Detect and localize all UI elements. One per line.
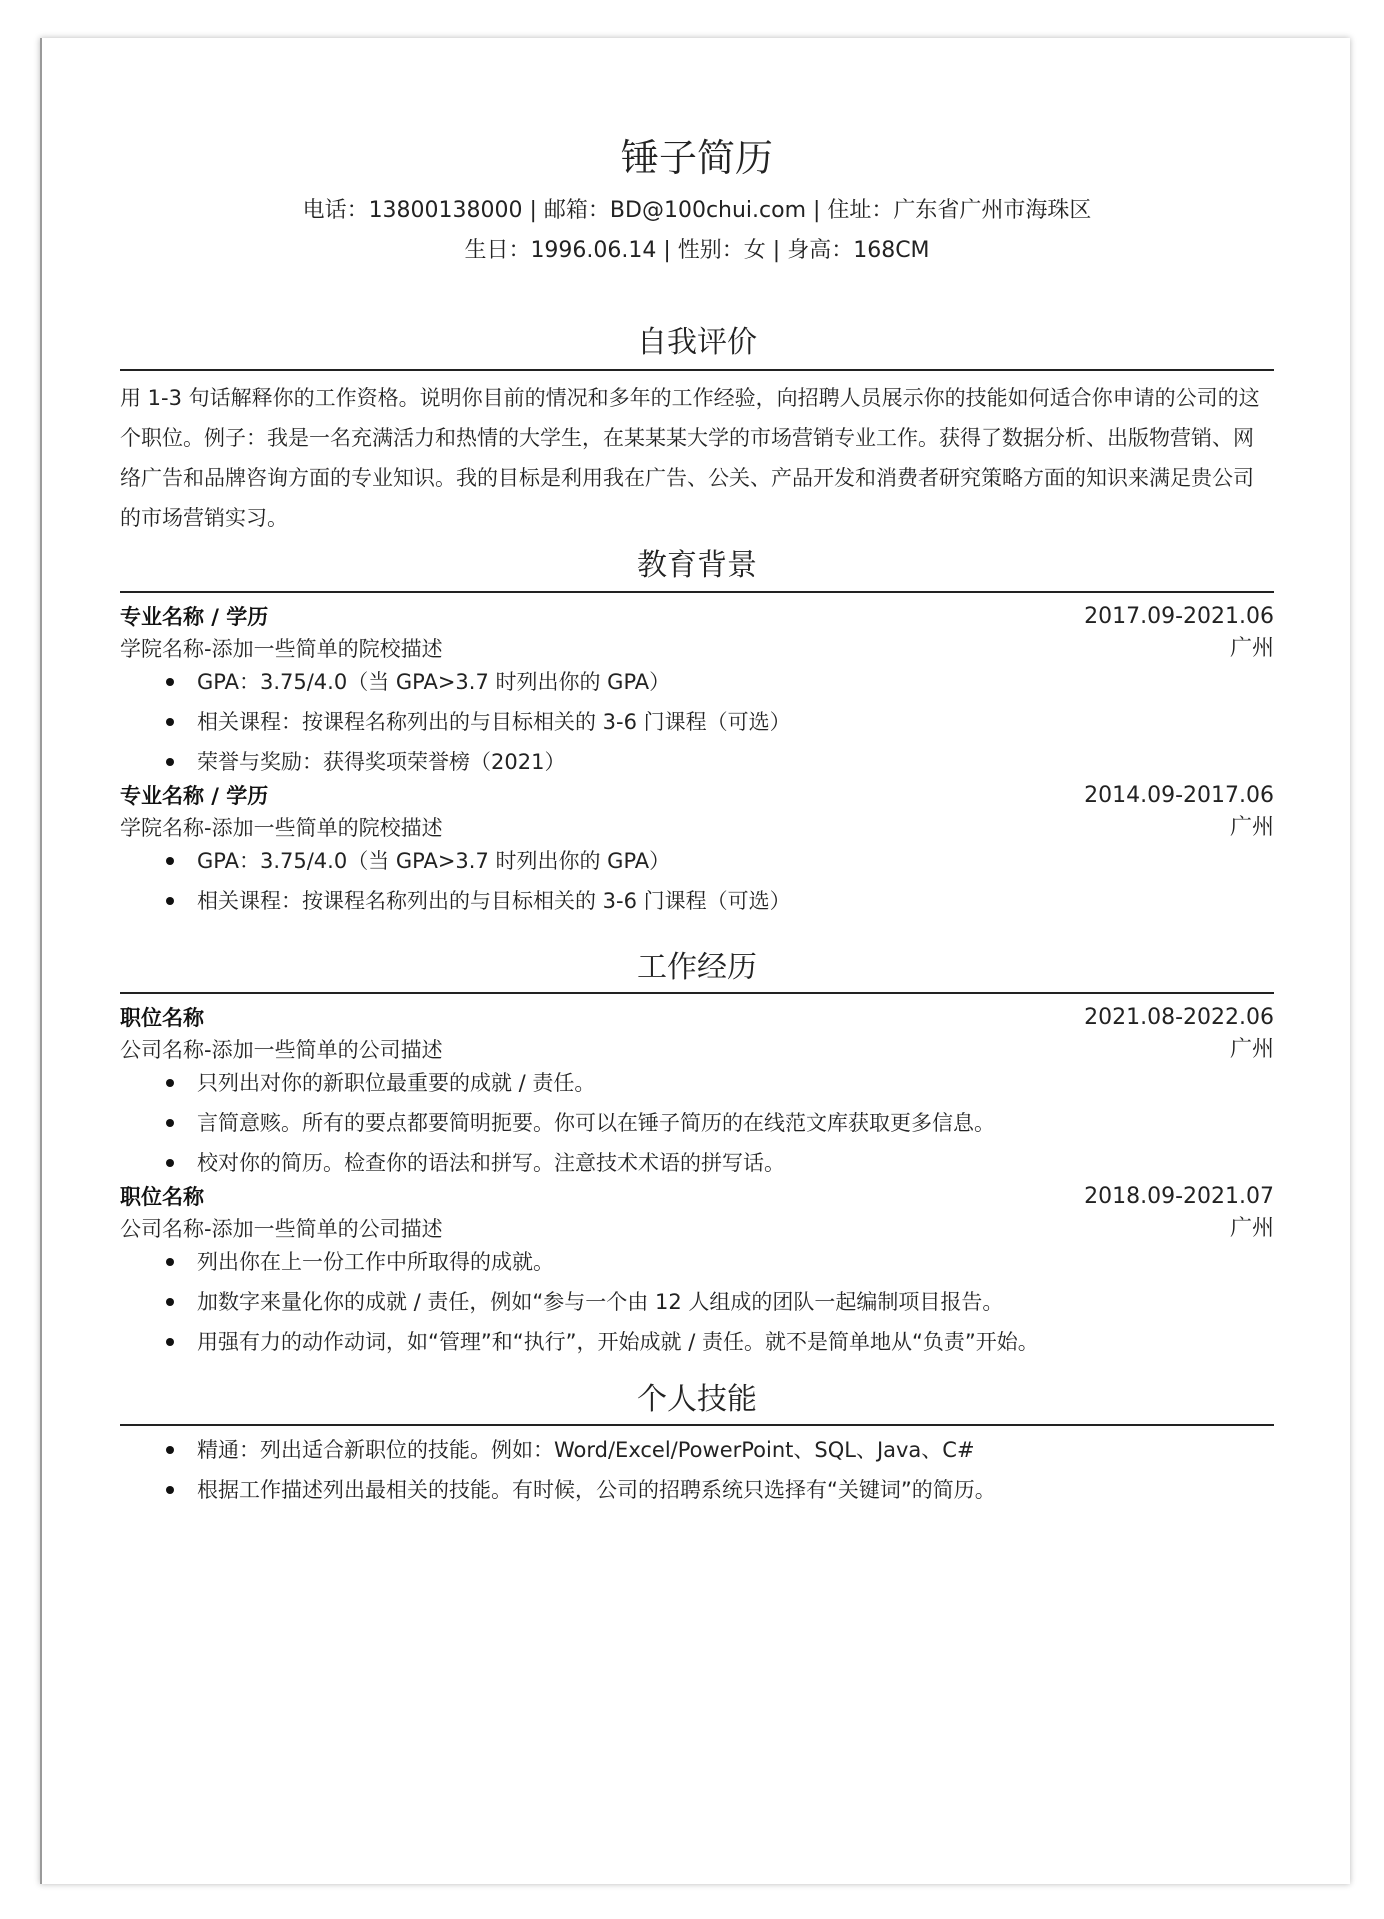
education-header-row — [120, 601, 1274, 633]
bullet-dot — [166, 857, 174, 865]
section-title-skills: 个人技能 — [637, 1382, 757, 1417]
education-bullets — [120, 662, 1274, 782]
bullet-text: 校对你的简历。检查你的语法和拼写。注意技术术语的拼写话。 — [197, 1151, 785, 1175]
list-item — [120, 1470, 1274, 1510]
section-title-work: 工作经历 — [637, 950, 757, 985]
section-divider — [120, 1424, 1274, 1426]
school-row — [120, 633, 1274, 665]
work-bullets — [120, 1063, 1274, 1183]
education-bullets — [120, 841, 1274, 921]
list-item — [120, 1063, 1274, 1103]
bullet-text: 根据工作描述列出最相关的技能。有时候，公司的招聘系统只选择有“关键词”的简历。 — [197, 1478, 996, 1502]
bullet-dot — [166, 1159, 174, 1167]
self-eval-text: 用 1-3 句话解释你的工作资格。说明你目前的情况和多年的工作经验，向招聘人员展示你的技能如何适合你申请的公司的这个职位。例子：我是一名充满活力和热情的大学生，在某某某大学的市场营销专业工作。获得了数据分析、出版物营销、网络广告和品牌咨询方面的专业知识。我的目标是利用我在广告、公关、产品开发和消费者研究策略方面的知识来满足贵公司的市场营销实习。 — [120, 386, 1260, 530]
work-header-row — [120, 1181, 1274, 1213]
list-item — [120, 881, 1274, 921]
list-item — [120, 1143, 1274, 1183]
work-date: 2018.09-2021.07 — [1084, 1184, 1274, 1209]
list-item — [120, 1242, 1274, 1282]
degree-name: 专业名称 / 学历 — [120, 784, 269, 808]
school-row — [120, 812, 1274, 844]
company-city: 广州 — [1229, 1037, 1274, 1062]
school-city: 广州 — [1229, 636, 1274, 661]
bullet-text: 精通：列出适合新职位的技能。例如：Word/Excel/PowerPoint、SQL、Java、C# — [197, 1438, 975, 1462]
education-header-row — [120, 780, 1274, 812]
resume-page — [40, 38, 1350, 1884]
degree-name: 专业名称 / 学历 — [120, 605, 269, 629]
work-header-row — [120, 1002, 1274, 1034]
contact-line-1: 电话：13800138000 | 邮箱：BD@100chui.com | 住址：广东省广州市海珠区 — [302, 198, 1092, 223]
bullet-text: GPA：3.75/4.0（当 GPA>3.7 时列出你的 GPA） — [197, 849, 671, 873]
resume-name: 锤子简历 — [620, 136, 773, 180]
list-item — [120, 1103, 1274, 1143]
bullet-text: 相关课程：按课程名称列出的与目标相关的 3-6 门课程（可选） — [197, 889, 791, 913]
bullet-dot — [166, 1258, 174, 1266]
bullet-text: 加数字来量化你的成就 / 责任，例如“参与一个由 12 人组成的团队一起编制项目报告。 — [197, 1290, 1004, 1314]
bullet-text: 只列出对你的新职位最重要的成就 / 责任。 — [197, 1071, 596, 1095]
list-item — [120, 1282, 1274, 1322]
position-name: 职位名称 — [120, 1006, 204, 1030]
bullet-dot — [166, 678, 174, 686]
bullet-dot — [166, 1079, 174, 1087]
section-divider — [120, 369, 1274, 371]
bullet-text: 列出你在上一份工作中所取得的成就。 — [197, 1250, 554, 1274]
bullet-text: GPA：3.75/4.0（当 GPA>3.7 时列出你的 GPA） — [197, 670, 671, 694]
bullet-dot — [166, 758, 174, 766]
section-title-education: 教育背景 — [637, 548, 757, 583]
education-date: 2014.09-2017.06 — [1084, 783, 1274, 808]
contact-line-2: 生日：1996.06.14 | 性别：女 | 身高：168CM — [464, 238, 930, 263]
school-city: 广州 — [1229, 815, 1274, 840]
bullet-dot — [166, 1338, 174, 1346]
bullet-dot — [166, 897, 174, 905]
bullet-dot — [166, 1446, 174, 1454]
bullet-dot — [166, 1119, 174, 1127]
company-row — [120, 1213, 1274, 1245]
work-bullets — [120, 1242, 1274, 1362]
company-name: 公司名称-添加一些简单的公司描述 — [120, 1217, 443, 1241]
school-name: 学院名称-添加一些简单的院校描述 — [120, 637, 443, 661]
school-name: 学院名称-添加一些简单的院校描述 — [120, 816, 443, 840]
list-item — [120, 1322, 1274, 1362]
section-title-self-eval: 自我评价 — [637, 325, 757, 360]
bullet-text: 相关课程：按课程名称列出的与目标相关的 3-6 门课程（可选） — [197, 710, 791, 734]
list-item — [120, 1430, 1274, 1470]
education-date: 2017.09-2021.06 — [1084, 604, 1274, 629]
position-name: 职位名称 — [120, 1185, 204, 1209]
skills-bullets — [120, 1430, 1274, 1510]
company-name: 公司名称-添加一些简单的公司描述 — [120, 1038, 443, 1062]
list-item — [120, 841, 1274, 881]
list-item — [120, 742, 1274, 782]
section-divider — [120, 992, 1274, 994]
bullet-dot — [166, 718, 174, 726]
list-item — [120, 702, 1274, 742]
work-date: 2021.08-2022.06 — [1084, 1005, 1274, 1030]
company-row — [120, 1034, 1274, 1066]
list-item — [120, 662, 1274, 702]
bullet-text: 荣誉与奖励：获得奖项荣誉榜（2021） — [197, 750, 566, 774]
bullet-text: 言简意赅。所有的要点都要简明扼要。你可以在锤子简历的在线范文库获取更多信息。 — [197, 1111, 995, 1135]
section-divider — [120, 591, 1274, 593]
company-city: 广州 — [1229, 1216, 1274, 1241]
bullet-text: 用强有力的动作动词，如“管理”和“执行”，开始成就 / 责任。就不是简单地从“负责”开始。 — [197, 1330, 1039, 1354]
bullet-dot — [166, 1298, 174, 1306]
bullet-dot — [166, 1486, 174, 1494]
